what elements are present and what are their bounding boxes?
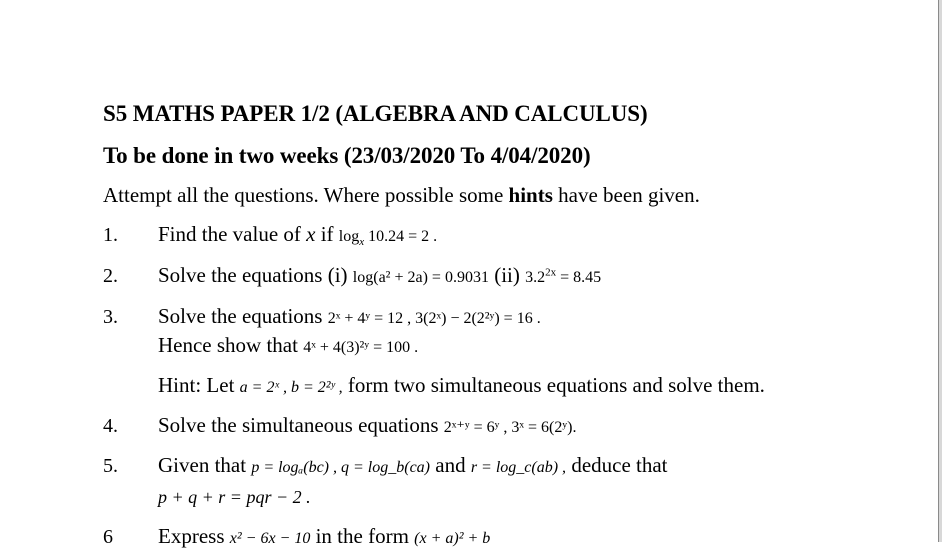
math-expression: $3.2^{2x} = 8.45$ [525, 266, 602, 286]
math-variable: x [306, 222, 316, 246]
question-number: 6 [103, 526, 113, 548]
question-3 [158, 304, 541, 329]
math-expression: log(a² + 2a) = 0.9031 [352, 269, 489, 286]
math-expression: 2ˣ⁺ʸ = 6ʸ , 3ˣ = 6(2ʸ). [443, 419, 577, 436]
question-text: Given that [158, 453, 247, 477]
question-2 [158, 263, 601, 288]
question-3-part-b [158, 333, 418, 358]
question-number: 2. [103, 265, 118, 287]
question-number: 3. [103, 306, 118, 328]
question-text: deduce that [571, 453, 668, 477]
math-expression: r = log_c(ab) , [470, 459, 567, 476]
question-1 [158, 222, 437, 247]
math-expression: 4ˣ + 4(3)²ʸ = 100 . [303, 339, 419, 356]
instruction-hints: hints [508, 183, 553, 207]
question-text: Express [158, 524, 225, 548]
document-subtitle: To be done in two weeks (23/03/2020 To 4/04/2020) [103, 143, 591, 168]
question-text: and [435, 453, 466, 477]
question-text: Hence show that [158, 333, 298, 357]
math-expression: $\log_x 10.24 = 2$ . [338, 228, 438, 249]
question-text: if [320, 222, 334, 246]
question-3-hint [158, 373, 765, 398]
question-4 [158, 413, 576, 438]
question-number: 4. [103, 415, 118, 437]
question-5 [158, 453, 668, 478]
question-number: 1. [103, 224, 118, 246]
question-text: Find the value of [158, 222, 301, 246]
math-expression: p + q + r = pqr − 2 . [158, 487, 311, 507]
math-expression: x² − 6x − 10 [229, 530, 311, 547]
math-expression: 2ˣ + 4ʸ = 12 , 3(2ˣ) − 2(2²ʸ) = 16 . [327, 310, 541, 327]
document-title: S5 MATHS PAPER 1/2 (ALGEBRA AND CALCULUS) [103, 101, 648, 126]
instruction-text-end: have been given. [552, 183, 700, 207]
math-expression: a = 2ˣ , b = 2²ʸ , [239, 379, 343, 396]
question-text: Solve the simultaneous equations [158, 413, 439, 437]
instruction-text: Attempt all the questions. Where possible some [103, 183, 509, 207]
instructions [103, 183, 700, 208]
hint-text: form two simultaneous equations and solve them. [347, 373, 765, 397]
question-5-result [158, 487, 311, 508]
hint-text: Hint: Let [158, 373, 235, 397]
question-text: Solve the equations [158, 304, 323, 328]
math-expression: (x + a)² + b [414, 530, 491, 547]
question-text: Solve the equations (i) [158, 263, 348, 287]
question-text: (ii) [494, 263, 520, 287]
question-text: in the form [315, 524, 409, 548]
math-expression: p = logₐ(bc) , q = log_b(ca) [251, 459, 430, 476]
question-6 [158, 524, 490, 549]
question-number: 5. [103, 455, 118, 477]
